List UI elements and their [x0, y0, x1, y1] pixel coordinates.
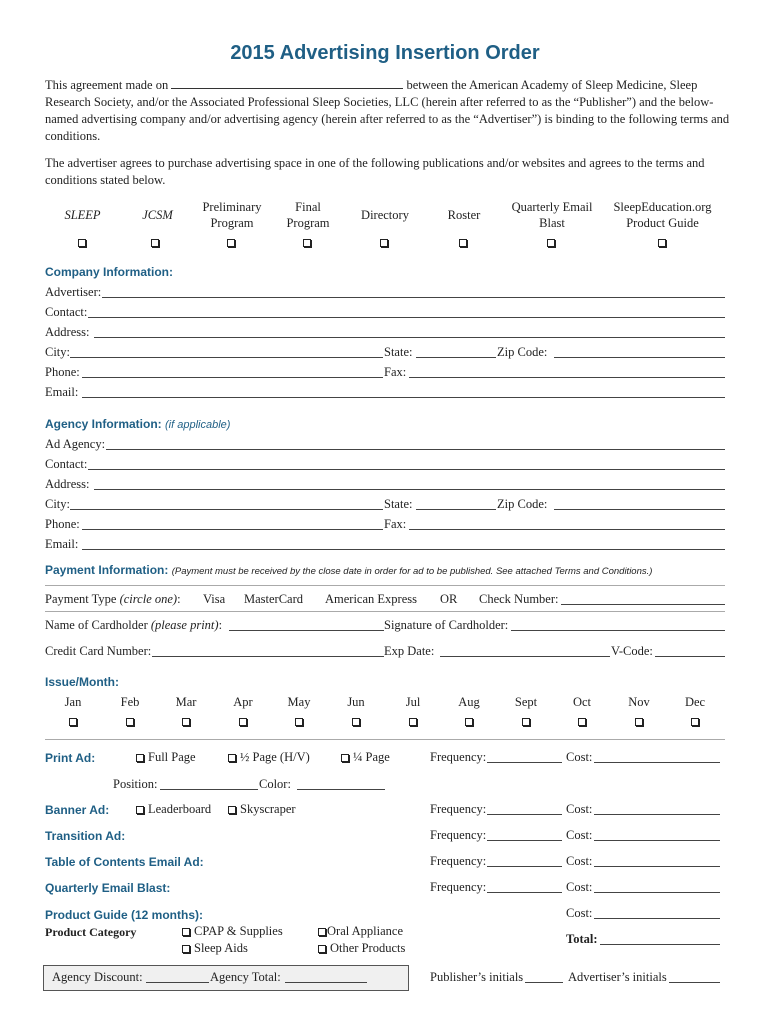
advertiser-agreement-paragraph: The advertiser agrees to purchase advertising space in one of the following publications and/or websites and agrees to the terms and conditions stated below.	[45, 156, 705, 187]
payment-type-note: (circle one)	[119, 592, 178, 606]
agreement-paragraph	[45, 77, 730, 145]
cardholder-name-label	[45, 618, 222, 633]
exp-date-field[interactable]	[440, 656, 610, 657]
category-oral-appliance-option[interactable]	[318, 924, 403, 939]
print-quarter-page-option[interactable]	[341, 750, 390, 765]
transition-frequency-label: Frequency:	[430, 828, 487, 842]
cardholder-name-note: (please print)	[150, 618, 219, 632]
agency-total-label: Agency Total:	[210, 970, 281, 984]
category-sleep-aids-option[interactable]	[182, 941, 248, 956]
company-information-heading: Company Information:	[45, 265, 173, 279]
category-other-products-label: Other Products	[330, 941, 406, 955]
total-field[interactable]	[600, 944, 720, 945]
payment-type-text: Payment Type	[45, 592, 117, 606]
cardholder-name-text: Name of Cardholder	[45, 618, 148, 632]
banner-ad-heading: Banner Ad:	[45, 803, 110, 817]
agency-total-field[interactable]	[285, 982, 367, 983]
agency-address-label: Address:	[45, 477, 90, 491]
agency-zip-field[interactable]	[554, 509, 725, 510]
print-quarter-page-label: ¼ Page	[353, 750, 390, 764]
print-frequency-label: Frequency:	[430, 750, 487, 764]
issue-month-heading: Issue/Month:	[45, 675, 119, 689]
check-number-label: Check Number:	[479, 592, 559, 606]
agency-contact-field[interactable]	[88, 469, 725, 470]
agency-state-label: State:	[384, 497, 413, 511]
qeb-frequency-field[interactable]	[487, 892, 562, 893]
category-other-products-checkbox[interactable]	[318, 945, 326, 953]
print-full-page-checkbox[interactable]	[136, 754, 144, 762]
banner-leaderboard-label: Leaderboard	[148, 802, 212, 816]
print-cost-field[interactable]	[594, 762, 720, 763]
publication-sleep-checkbox[interactable]	[78, 239, 86, 247]
company-zip-field[interactable]	[554, 357, 725, 358]
advertiser-initials-field[interactable]	[669, 982, 720, 983]
payment-information-heading	[45, 563, 652, 577]
advertiser-initials-label: Advertiser’s initials	[568, 970, 667, 984]
month-jul: Jul	[405, 695, 421, 709]
publication-quarterly-email-blast-checkbox[interactable]	[547, 239, 555, 247]
agency-email-field[interactable]	[82, 549, 725, 550]
agreement-date-field[interactable]	[171, 77, 403, 89]
agency-heading-text: Agency Information:	[45, 417, 162, 431]
company-city-label: City:	[45, 345, 71, 359]
month-nov: Nov	[628, 695, 650, 709]
month-jan: Jan	[64, 695, 82, 709]
month-feb: Feb	[120, 695, 140, 709]
publication-sleepeducation-product-guide: SleepEducation.org Product Guide	[613, 200, 712, 230]
agency-contact-label: Contact:	[45, 457, 88, 471]
cardholder-signature-field[interactable]	[511, 630, 725, 631]
category-cpap-label: CPAP & Supplies	[194, 924, 283, 938]
company-email-label: Email:	[45, 385, 79, 399]
banner-skyscraper-label: Skyscraper	[240, 802, 296, 816]
company-address-label: Address:	[45, 325, 90, 339]
category-oral-appliance-label: Oral Appliance	[327, 924, 404, 938]
product-guide-heading: Product Guide (12 months):	[45, 908, 204, 922]
agency-city-label: City:	[45, 497, 71, 511]
page-title: 2015 Advertising Insertion Order	[230, 42, 540, 64]
payment-type-divider	[45, 611, 725, 612]
month-may: May	[287, 695, 311, 709]
print-ad-heading: Print Ad:	[45, 751, 96, 765]
company-email-field[interactable]	[82, 397, 725, 398]
agency-email-label: Email:	[45, 537, 79, 551]
toc-frequency-field[interactable]	[487, 866, 562, 867]
month-aug-checkbox[interactable]	[465, 718, 473, 726]
month-may-checkbox[interactable]	[295, 718, 303, 726]
agency-fax-field[interactable]	[409, 529, 725, 530]
agreement-suffix: between the American Academy of Sleep Medicine, Sleep Research Society, and/or the Associated Professional Sleep Societies, LLC (herein after referred to as the “Publisher”) and the below-named advertising company and/or advertising agency (herein after referred to as the “Advertiser”) is binding to the following terms and conditions.	[45, 78, 730, 143]
payment-option-or: OR	[440, 592, 458, 606]
payment-option-mastercard[interactable]: MasterCard	[244, 592, 304, 606]
payment-heading-text: Payment Information:	[45, 563, 169, 577]
company-city-field[interactable]	[70, 357, 383, 358]
publication-preliminary-program: Preliminary Program	[202, 200, 262, 230]
month-mar-checkbox[interactable]	[182, 718, 190, 726]
cardholder-signature-label: Signature of Cardholder:	[384, 618, 509, 632]
publication-final-program: Final Program	[286, 200, 330, 230]
company-advertiser-label: Advertiser:	[45, 285, 102, 299]
month-dec: Dec	[684, 695, 706, 709]
category-sleep-aids-checkbox[interactable]	[182, 945, 190, 953]
agency-fax-label: Fax:	[384, 517, 407, 531]
agency-information-heading	[45, 417, 230, 431]
publisher-initials-field[interactable]	[525, 982, 563, 983]
agreement-prefix: This agreement made on	[45, 78, 169, 92]
banner-leaderboard-option[interactable]	[136, 802, 211, 817]
agency-name-label: Ad Agency:	[45, 437, 106, 451]
month-apr-checkbox[interactable]	[239, 718, 247, 726]
publication-product-guide-checkbox[interactable]	[658, 239, 666, 247]
company-contact-field[interactable]	[88, 317, 725, 318]
toc-frequency-label: Frequency:	[430, 854, 487, 868]
month-sept: Sept	[514, 695, 538, 709]
payment-type-label	[45, 592, 181, 607]
company-phone-field[interactable]	[82, 377, 383, 378]
print-full-page-label: Full Page	[148, 750, 196, 764]
transition-ad-heading: Transition Ad:	[45, 829, 126, 843]
credit-card-number-label: Credit Card Number:	[45, 644, 152, 658]
company-fax-label: Fax:	[384, 365, 407, 379]
print-quarter-page-checkbox[interactable]	[341, 754, 349, 762]
category-cpap-option[interactable]	[182, 924, 283, 939]
payment-divider	[45, 585, 725, 586]
month-jun-checkbox[interactable]	[352, 718, 360, 726]
payment-option-american-express[interactable]: American Express	[325, 592, 417, 606]
cardholder-name-colon: :	[218, 618, 223, 632]
month-dec-checkbox[interactable]	[691, 718, 699, 726]
qeb-cost-label: Cost:	[566, 880, 593, 894]
month-nov-checkbox[interactable]	[635, 718, 643, 726]
toc-cost-field[interactable]	[594, 866, 720, 867]
company-state-field[interactable]	[416, 357, 496, 358]
publication-roster: Roster	[447, 208, 481, 222]
agency-phone-label: Phone:	[45, 517, 80, 531]
agency-name-field[interactable]	[106, 449, 725, 450]
publication-directory: Directory	[361, 208, 409, 222]
agency-heading-note: (if applicable)	[165, 419, 231, 431]
transition-cost-label: Cost:	[566, 828, 593, 842]
banner-leaderboard-checkbox[interactable]	[136, 806, 144, 814]
month-aug: Aug	[458, 695, 480, 709]
qeb-cost-field[interactable]	[594, 892, 720, 893]
publication-final-program-checkbox[interactable]	[303, 239, 311, 247]
month-apr: Apr	[233, 695, 253, 709]
month-jun: Jun	[347, 695, 365, 709]
company-state-label: State:	[384, 345, 413, 359]
company-address-field[interactable]	[94, 337, 725, 338]
agency-zip-label: Zip Code:	[497, 497, 548, 511]
month-jan-checkbox[interactable]	[69, 718, 77, 726]
agency-discount-field[interactable]	[146, 982, 209, 983]
credit-card-number-field[interactable]	[152, 656, 384, 657]
print-position-label: Position:	[113, 777, 158, 791]
publication-roster-checkbox[interactable]	[459, 239, 467, 247]
product-category-label: Product Category	[45, 925, 137, 939]
month-oct-checkbox[interactable]	[578, 718, 586, 726]
quarterly-email-blast-heading: Quarterly Email Blast:	[45, 881, 171, 895]
month-feb-checkbox[interactable]	[126, 718, 134, 726]
month-mar: Mar	[175, 695, 197, 709]
print-frequency-field[interactable]	[487, 762, 562, 763]
print-position-field[interactable]	[160, 789, 258, 790]
banner-frequency-field[interactable]	[487, 814, 562, 815]
agency-address-field[interactable]	[94, 489, 725, 490]
agency-city-field[interactable]	[70, 509, 383, 510]
print-full-page-option[interactable]	[136, 750, 196, 765]
transition-frequency-field[interactable]	[487, 840, 562, 841]
publication-directory-checkbox[interactable]	[380, 239, 388, 247]
category-other-products-option[interactable]	[318, 941, 405, 956]
cardholder-name-field[interactable]	[229, 630, 384, 631]
category-oral-appliance-checkbox[interactable]	[318, 928, 326, 936]
month-jul-checkbox[interactable]	[409, 718, 417, 726]
agency-phone-field[interactable]	[82, 529, 383, 530]
month-sept-checkbox[interactable]	[522, 718, 530, 726]
publication-jcsm-checkbox[interactable]	[151, 239, 159, 247]
vcode-label: V-Code:	[611, 644, 653, 658]
publication-preliminary-program-checkbox[interactable]	[227, 239, 235, 247]
publication-jcsm: JCSM	[142, 208, 173, 222]
publication-quarterly-email-blast: Quarterly Email Blast	[511, 200, 593, 230]
month-oct: Oct	[572, 695, 592, 709]
payment-option-visa[interactable]: Visa	[203, 592, 226, 606]
print-half-page-option[interactable]	[228, 750, 310, 765]
publication-sleep: SLEEP	[64, 208, 101, 222]
check-number-field[interactable]	[561, 604, 725, 605]
print-cost-label: Cost:	[566, 750, 593, 764]
issue-divider	[45, 739, 725, 740]
payment-type-colon: :	[177, 592, 181, 606]
vcode-field[interactable]	[655, 656, 725, 657]
agency-discount-label: Agency Discount:	[52, 970, 143, 984]
toc-email-ad-heading: Table of Contents Email Ad:	[45, 855, 204, 869]
banner-cost-field[interactable]	[594, 814, 720, 815]
toc-cost-label: Cost:	[566, 854, 593, 868]
banner-skyscraper-checkbox[interactable]	[228, 806, 236, 814]
exp-date-label: Exp Date:	[384, 644, 435, 658]
print-color-label: Color:	[259, 777, 291, 791]
payment-heading-note: (Payment must be received by the close date in order for ad to be published. See attached Terms and Conditions.)	[171, 566, 653, 577]
print-half-page-checkbox[interactable]	[228, 754, 236, 762]
qeb-frequency-label: Frequency:	[430, 880, 487, 894]
company-advertiser-field[interactable]	[102, 297, 725, 298]
product-guide-cost-label: Cost:	[566, 906, 593, 920]
category-sleep-aids-label: Sleep Aids	[194, 941, 248, 955]
banner-frequency-label: Frequency:	[430, 802, 487, 816]
company-fax-field[interactable]	[409, 377, 725, 378]
company-contact-label: Contact:	[45, 305, 88, 319]
product-guide-cost-field[interactable]	[594, 918, 720, 919]
transition-cost-field[interactable]	[594, 840, 720, 841]
banner-skyscraper-option[interactable]	[228, 802, 296, 817]
category-cpap-checkbox[interactable]	[182, 928, 190, 936]
print-color-field[interactable]	[297, 789, 385, 790]
agency-state-field[interactable]	[416, 509, 496, 510]
publisher-initials-label: Publisher’s initials	[430, 970, 524, 984]
total-label: Total:	[566, 932, 598, 946]
company-zip-label: Zip Code:	[497, 345, 548, 359]
print-half-page-label: ½ Page (H/V)	[240, 750, 310, 764]
company-phone-label: Phone:	[45, 365, 80, 379]
banner-cost-label: Cost:	[566, 802, 593, 816]
